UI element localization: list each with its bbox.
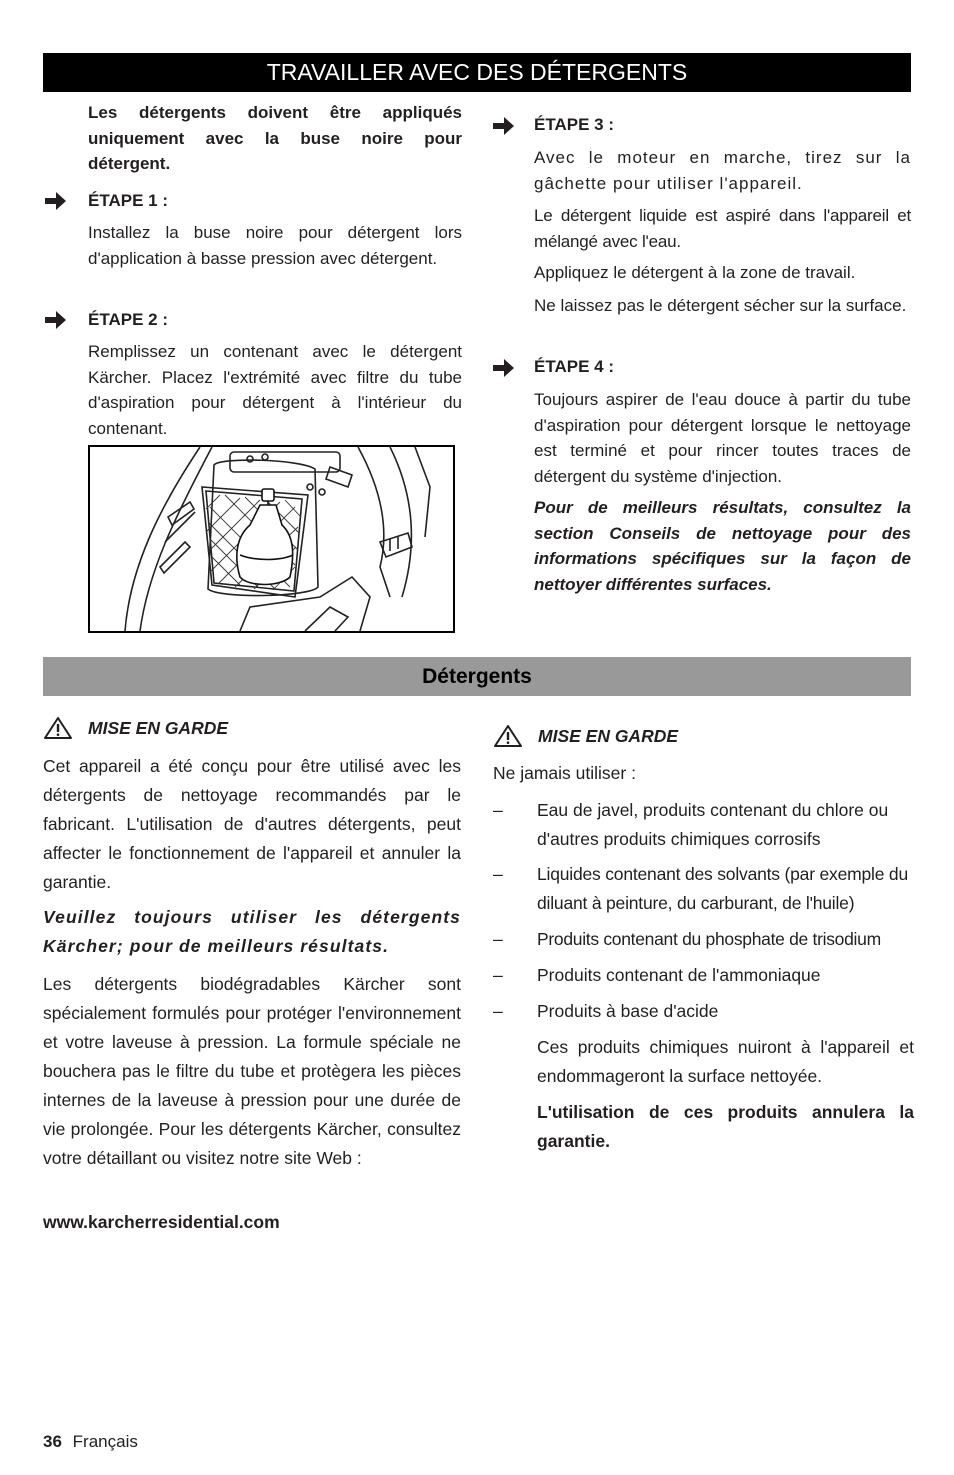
step-4-text: Toujours aspirer de l'eau douce à partir du tube d'aspiration pour détergent lorsque le nettoyage est terminé et pour rincer toutes traces de détergent du système d'injection. [534,390,911,486]
step-1-label: ÉTAPE 1 : [88,191,168,210]
footer-language: Français [72,1432,138,1451]
step-3-text-3: Appliquez le détergent à la zone de travail. [534,263,856,282]
section-title-detergents: Détergents [43,657,911,696]
step-4-label: ÉTAPE 4 : [534,357,614,376]
list-item: Produits contenant de l'ammoniaque [537,965,821,985]
step-3-text-4: Ne laissez pas le détergent sécher sur la surface. [534,296,907,315]
list-dash: – [493,800,503,820]
step-3-label: ÉTAPE 3 : [534,115,614,134]
never-use-lead: Ne jamais utiliser : [493,763,636,783]
page-footer [43,1430,138,1454]
arrow-icon [45,191,67,211]
compatibility-text: Cet appareil a été conçu pour être utilisé avec les détergents de nettoyage recommandés par le fabricant. L'utilisation de d'autres détergents, peut affecter le fonctionnement de l'appareil et annuler la garantie. [43,756,461,892]
warning-label-left: MISE EN GARDE [88,718,229,738]
arrow-icon [45,310,67,330]
recommendation-text: Veuillez toujours utiliser les détergents Kärcher; pour de meilleurs résultats. [43,907,461,956]
list-dash: – [493,965,503,985]
list-item: Liquides contenant des solvants (par exemple du diluant à peinture, du carburant, de l'huile) [537,864,908,913]
list-dash: – [493,864,503,884]
tip-text: Pour de meilleurs résultats, consultez la section Conseils de nettoyage pour des informations spécifiques sur la façon de nettoyer différentes surfaces. [534,498,911,594]
list-item: Produits à base d'acide [537,1001,719,1021]
list-item: Eau de javel, produits contenant du chlore ou d'autres produits chimiques corrosifs [537,800,889,849]
step-3-text-1: Avec le moteur en marche, tirez sur la gâchette pour utiliser l'appareil. [534,148,911,193]
arrow-icon [493,358,515,378]
pressure-washer-drawing [90,447,453,631]
warning-icon [43,716,73,740]
detergent-container-illustration [88,445,455,633]
step-2-text: Remplissez un contenant avec le détergent Kärcher. Placez l'extrémité avec filtre du tube d'aspiration pour détergent à l'intérieur du contenant. [88,342,462,438]
biodegradable-text: Les détergents biodégradables Kärcher sont spécialement formulés pour protéger l'environnement et votre laveuse à pression. La formule spéciale ne bouchera pas le filtre du tube et protègera les pièces internes de la laveuse à pression pour une durée de vie prolongée. Pour les détergents Kärcher, consultez votre détaillant ou visitez notre site Web : [43,974,461,1168]
warning-icon [493,724,523,748]
warning-label-right: MISE EN GARDE [538,726,679,746]
step-3-text-2: Le détergent liquide est aspiré dans l'appareil et mélangé avec l'eau. [534,206,911,251]
list-item: Produits contenant du phosphate de trisodium [537,929,881,949]
list-dash: – [493,1001,503,1021]
website-link[interactable]: www.karcherresidential.com [43,1212,280,1232]
consequence-text: Ces produits chimiques nuiront à l'appareil et endommageront la surface nettoyée. [537,1037,914,1086]
warranty-warning: L'utilisation de ces produits annulera la garantie. [537,1102,914,1151]
step-2-label: ÉTAPE 2 : [88,310,168,329]
arrow-icon [493,116,515,136]
section-title-travailler: TRAVAILLER AVEC DES DÉTERGENTS [43,53,911,92]
page-number: 36 [43,1432,62,1451]
intro-text: Les détergents doivent être appliqués uniquement avec la buse noire pour détergent. [88,103,462,173]
list-dash: – [493,929,503,949]
step-1-text: Installez la buse noire pour détergent lors d'application à basse pression avec détergent. [88,223,462,268]
